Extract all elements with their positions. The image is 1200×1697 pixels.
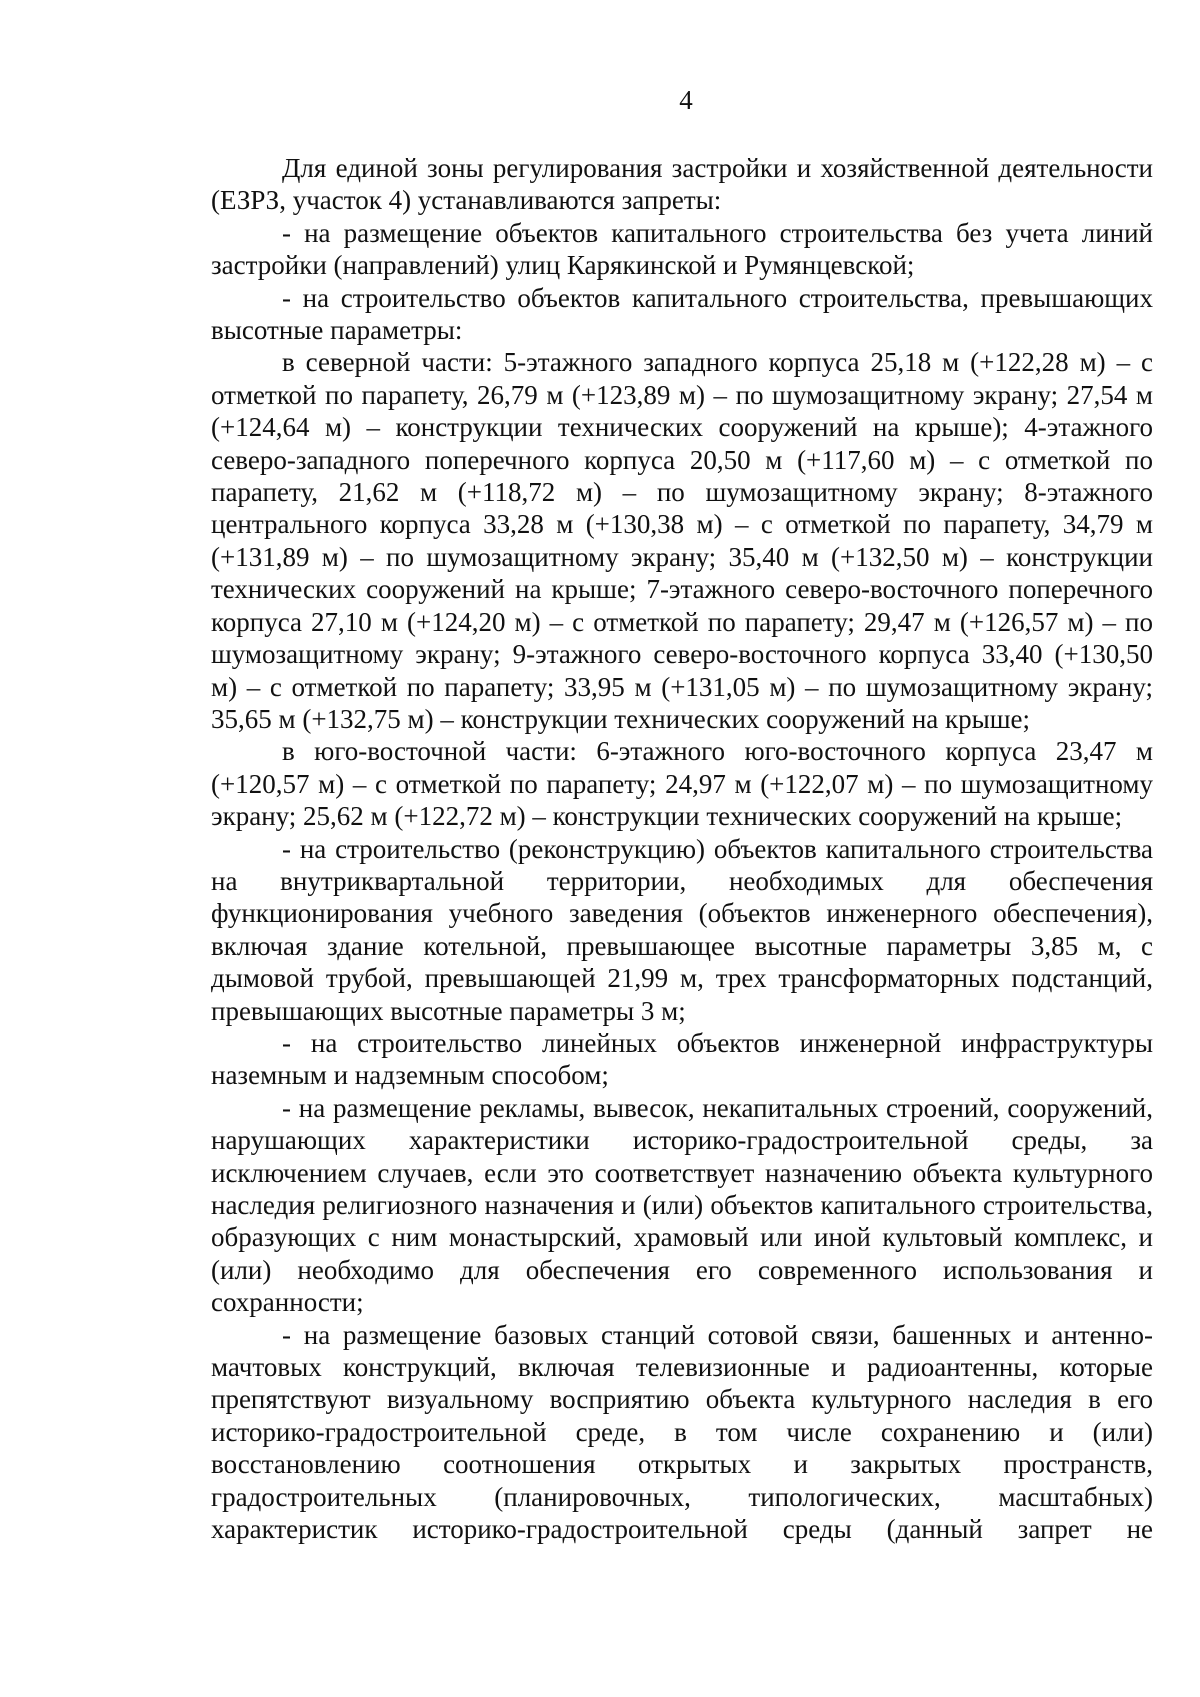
document-body <box>211 152 1153 1545</box>
paragraph-northern-part: в северной части: 5-этажного западного корпуса 25,18 м (+122,28 м) – с отметкой по парапету, 26,79 м (+123,89 м) – по шумозащитному экрану; 27,54 м (+124,64 м) – конструкции технических сооружений на крыше); 4-этажного северо-западного поперечного корпуса 20,50 м (+117,60 м) – с отметкой по парапету, 21,62 м (+118,72 м) – по шумозащитному экрану; 8-этажного центрального корпуса 33,28 м (+130,38 м) – с отметкой по парапету, 34,79 м (+131,89 м) – по шумозащитному экрану; 35,40 м (+132,50 м) – конструкции технических сооружений на крыше; 7-этажного северо-восточного поперечного корпуса 27,10 м (+124,20 м) – с отметкой по парапету; 29,47 м (+126,57 м) – по шумозащитному экрану; 9-этажного северо-восточного корпуса 33,40 (+130,50 м) – с отметкой по парапету; 33,95 м (+131,05 м) – по шумозащитному экрану; 35,65 м (+132,75 м) – конструкции технических сооружений на крыше; <box>211 347 1153 734</box>
paragraph-building-lines: - на размещение объектов капитального строительства без учета линий застройки (направлений) улиц Карякинской и Румянцевской; <box>211 217 1153 281</box>
paragraph-southeastern-part: в юго-восточной части: 6-этажного юго-восточного корпуса 23,47 м (+120,57 м) – с отметкой по парапету; 24,97 м (+122,07 м) – по шумозащитному экрану; 25,62 м (+122,72 м) – конструкции технических сооружений на крыше; <box>211 736 1153 832</box>
page-number: 4 <box>679 85 693 115</box>
paragraph-advertising: - на размещение рекламы, вывесок, некапитальных строений, сооружений, нарушающих характеристики историко-градостроительной среды, за исключением случаев, если это соответствует назначению объекта культурного наследия религиозного назначения и (или) объектов капитального строительства, образующих с ним монастырский, храмовый или иной культовый комплекс, и (или) необходимо для обеспечения его современного использования и сохранности; <box>211 1092 1153 1318</box>
paragraph-inner-territory: - на строительство (реконструкцию) объектов капитального строительства на внутриквартальной территории, необходимых для обеспечения функционирования учебного заведения (объектов инженерного обеспечения), включая здание котельной, превышающее высотные параметры 3,85 м, с дымовой трубой, превышающей 21,99 м, трех трансформаторных подстанций, превышающих высотные параметры 3 м; <box>211 833 1153 1026</box>
paragraph-base-stations: - на размещение базовых станций сотовой связи, башенных и антенно-мачтовых конструкций, включая телевизионные и радиоантенны, которые препятствуют визуальному восприятию объекта культурного наследия в его историко-градостроительной среде, в том числе сохранению и (или) восстановлению соотношения открытых и закрытых пространств, градостроительных (планировочных, типологических, масштабных) характеристик историко-градостроительной среды (данный запрет не <box>211 1319 1153 1545</box>
paragraph-intro: Для единой зоны регулирования застройки и хозяйственной деятельности (ЕЗРЗ, участок 4) устанавливаются запреты: <box>211 153 1153 216</box>
paragraph-height-limits: - на строительство объектов капитального строительства, превышающих высотные параметры: <box>211 282 1153 346</box>
paragraph-linear-objects: - на строительство линейных объектов инженерной инфраструктуры наземным и надземным способом; <box>211 1027 1153 1091</box>
